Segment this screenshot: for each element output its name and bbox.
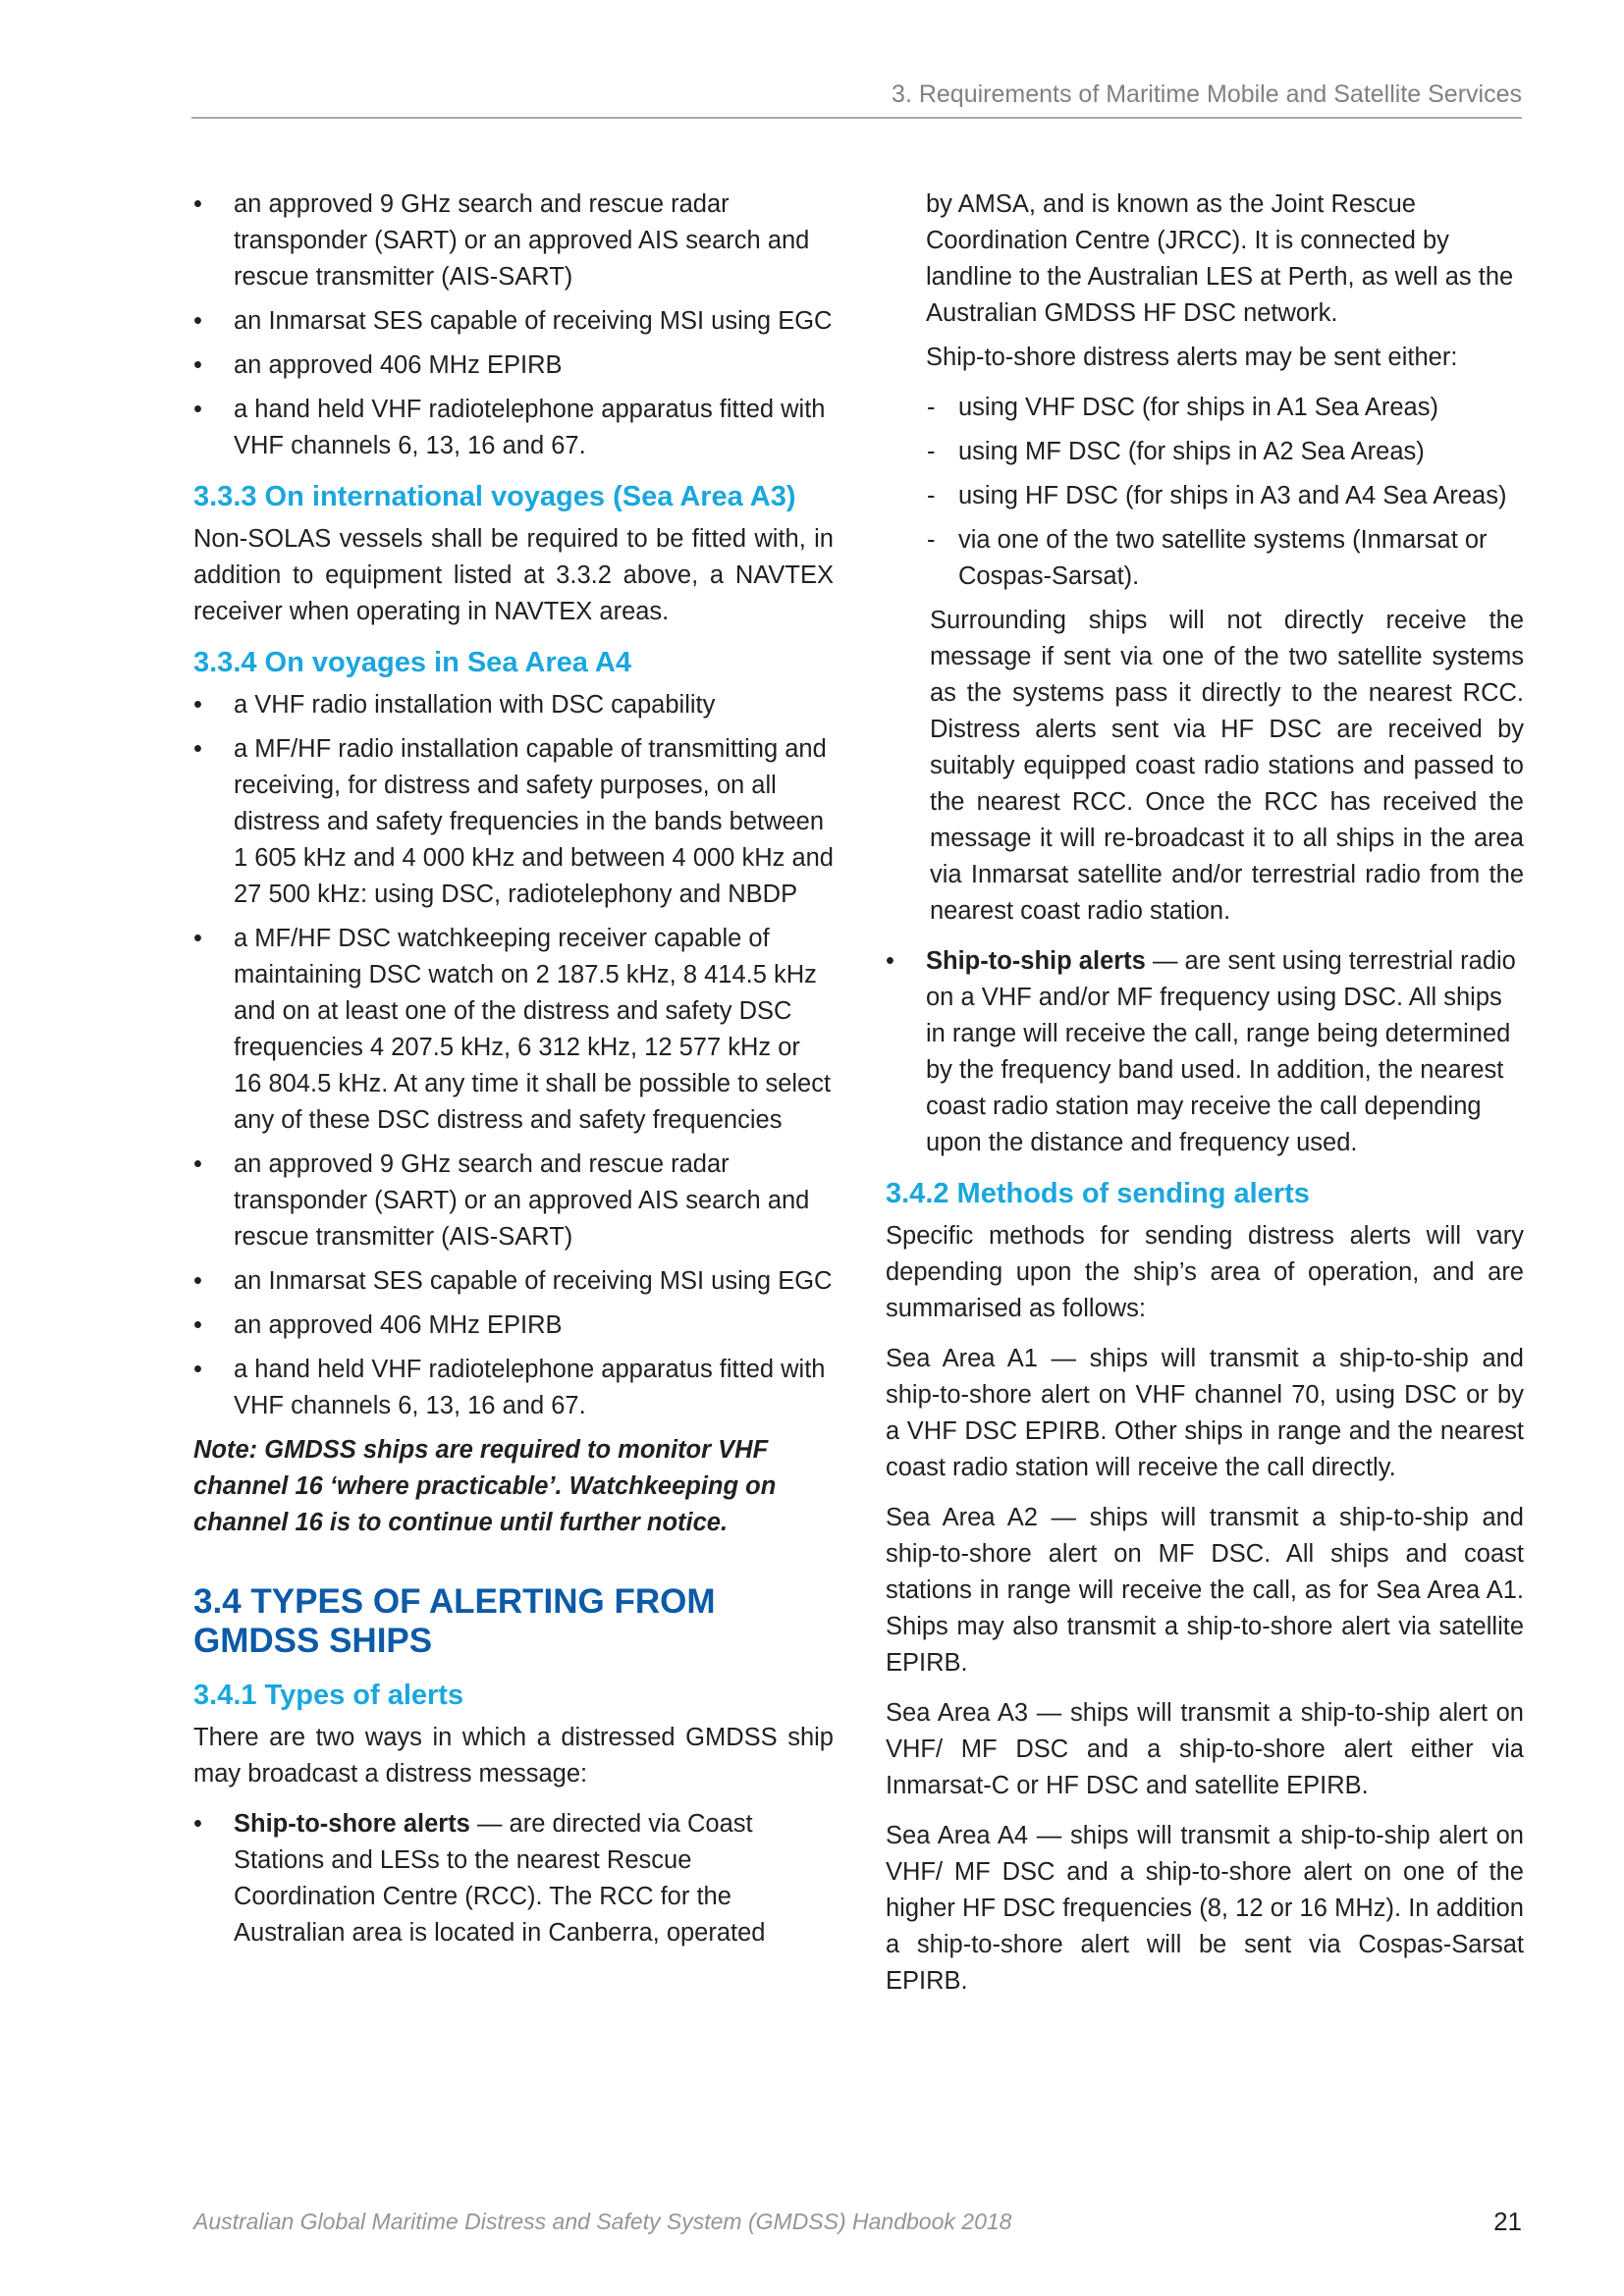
list-item: • a MF/HF DSC watchkeeping receiver capable of maintaining DSC watch on 2 187.5 kHz, 8 414.5 kHz and on at least one of the distress and safety DSC frequencies 4 207.5 kHz, 6 312 kHz, 12 577 kHz or 16 804.5 kHz. At any time it shall be possible to select any of these DSC distress and safety frequencies bbox=[193, 925, 832, 1134]
paragraph-3-4-1: There are two ways in which a distressed GMDSS ship may broadcast a distress message: bbox=[193, 1724, 834, 1788]
list-item: by AMSA, and is known as the Joint Rescue Coordination Centre (JRCC). It is connected by landline to the Australian LES at Perth, as well as the Australian GMDSS HF DSC network. bbox=[926, 190, 1514, 327]
list-item: - using MF DSC (for ships in A2 Sea Areas) bbox=[927, 438, 1425, 465]
bullet-list-sea-area-a4 bbox=[193, 687, 834, 1424]
list-item: • Ship-to-shore alerts — are directed via Coast Stations and LESs to the nearest Rescue Coordination Centre (RCC). The RCC for the Australian area is located in Canberra, operated bbox=[193, 1810, 766, 1947]
header-rule bbox=[191, 117, 1522, 119]
list-item: • Ship-to-ship alerts — are sent using terrestrial radio on a VHF and/or MF frequency using DSC. All ships in range will receive the call, range being determined by the frequency band used. In addition, the nearest coast radio station may receive the call depending upon the distance and frequency used. bbox=[886, 947, 1516, 1156]
term-ship-to-shore: Ship-to-shore alerts bbox=[234, 1810, 470, 1838]
list-item: • a hand held VHF radiotelephone apparatus fitted with VHF channels 6, 13, 16 and 67. bbox=[193, 396, 826, 459]
list-item: • an approved 406 MHz EPIRB bbox=[193, 1311, 563, 1339]
left-column bbox=[193, 187, 834, 1959]
paragraph-surrounding-ships: Surrounding ships will not directly receive the message if sent via one of the two satellite systems as the systems pass it directly to the nearest RCC. Distress alerts sent via HF DSC are received by suitably equipped coast radio stations and passed to the nearest RCC. Once the RCC has received the message it will re-broadcast it to all ships in the area via Inmarsat satellite and/or terrestrial radio from the nearest coast radio station. bbox=[930, 607, 1524, 925]
list-item: • a MF/HF radio installation capable of transmitting and receiving, for distress and safety purposes, on all distress and safety frequencies in the bands between 1 605 kHz and 4 000 kHz and between 4 000 kHz and 27 500 kHz: using DSC, radiotelephony and NBDP bbox=[193, 735, 834, 908]
paragraph-3-3-3: Non-SOLAS vessels shall be required to be fitted with, in addition to equipment listed at 3.3.2 above, a NAVTEX receiver when operating in NAVTEX areas. bbox=[193, 525, 834, 625]
page-number: 21 bbox=[1493, 2207, 1522, 2236]
bullet-continuation bbox=[886, 187, 1524, 332]
note-paragraph: Note: GMDSS ships are required to monitor VHF channel 16 ‘where practicable’. Watchkeeping on channel 16 is to continue until further notice. bbox=[193, 1436, 777, 1536]
paragraph-sea-area-a2: Sea Area A2 — ships will transmit a ship-to-ship and ship-to-shore alert on MF DSC. All ships and coast stations in range will receive the call, as for Sea Area A1. Ships may also transmit a ship-to-shore alert via satellite EPIRB. bbox=[886, 1504, 1524, 1677]
right-column bbox=[886, 187, 1524, 2013]
list-item: - using HF DSC (for ships in A3 and A4 Sea Areas) bbox=[927, 482, 1507, 509]
bullet-list-carryover bbox=[193, 187, 834, 464]
heading-3-4-1: 3.4.1 Types of alerts bbox=[193, 1680, 464, 1711]
list-item: • a hand held VHF radiotelephone apparatus fitted with VHF channels 6, 13, 16 and 67. bbox=[193, 1356, 826, 1419]
list-item: • an Inmarsat SES capable of receiving MSI using EGC bbox=[193, 1267, 833, 1295]
paragraph-sea-area-a1: Sea Area A1 — ships will transmit a ship-to-ship and ship-to-shore alert on VHF channel 70, using DSC or by a VHF DSC EPIRB. Other ships in range and the nearest coast radio station will receive the call directly. bbox=[886, 1345, 1524, 1481]
paragraph-sea-area-a4: Sea Area A4 — ships will transmit a ship-to-ship alert on VHF/ MF DSC and a ship-to-shore alert on one of the higher HF DSC frequencies (8, 12 or 16 MHz). In addition a ship-to-shore alert will be sent via Cospas-Sarsat EPIRB. bbox=[886, 1822, 1524, 1995]
dash-list-methods bbox=[886, 390, 1524, 595]
list-item: • an approved 406 MHz EPIRB bbox=[193, 351, 563, 379]
list-item: - via one of the two satellite systems (Inmarsat or Cospas-Sarsat). bbox=[927, 526, 1488, 590]
list-item: - using VHF DSC (for ships in A1 Sea Areas) bbox=[927, 394, 1438, 421]
paragraph-either: Ship-to-shore distress alerts may be sent either: bbox=[926, 344, 1458, 371]
term-ship-to-ship: Ship-to-ship alerts bbox=[926, 947, 1146, 975]
list-item: • an Inmarsat SES capable of receiving MSI using EGC bbox=[193, 307, 833, 335]
footer-title: Australian Global Maritime Distress and Safety System (GMDSS) Handbook 2018 bbox=[193, 2209, 1012, 2234]
list-item: • an approved 9 GHz search and rescue radar transponder (SART) or an approved AIS search and rescue transmitter (AIS-SART) bbox=[193, 190, 810, 291]
running-header: 3. Requirements of Maritime Mobile and Satellite Services bbox=[892, 80, 1522, 108]
list-item: • an approved 9 GHz search and rescue radar transponder (SART) or an approved AIS search and rescue transmitter (AIS-SART) bbox=[193, 1150, 810, 1251]
heading-3-4-2: 3.4.2 Methods of sending alerts bbox=[886, 1178, 1310, 1209]
bullet-list-alert-types bbox=[193, 1806, 834, 1951]
heading-3-3-4: 3.3.4 On voyages in Sea Area A4 bbox=[193, 647, 631, 678]
paragraph-3-4-2: Specific methods for sending distress alerts will vary depending upon the ship’s area of operation, and are summarised as follows: bbox=[886, 1222, 1524, 1322]
bullet-list-ship-to-ship bbox=[886, 943, 1524, 1161]
list-item: • a VHF radio installation with DSC capability bbox=[193, 691, 716, 719]
heading-3-3-3: 3.3.3 On international voyages (Sea Area A3) bbox=[193, 481, 796, 512]
heading-3-4: 3.4 TYPES OF ALERTING FROM GMDSS SHIPS bbox=[193, 1582, 716, 1660]
paragraph-sea-area-a3: Sea Area A3 — ships will transmit a ship-to-ship alert on VHF/ MF DSC and a ship-to-shore alert either via Inmarsat-C or HF DSC and satellite EPIRB. bbox=[886, 1699, 1524, 1799]
